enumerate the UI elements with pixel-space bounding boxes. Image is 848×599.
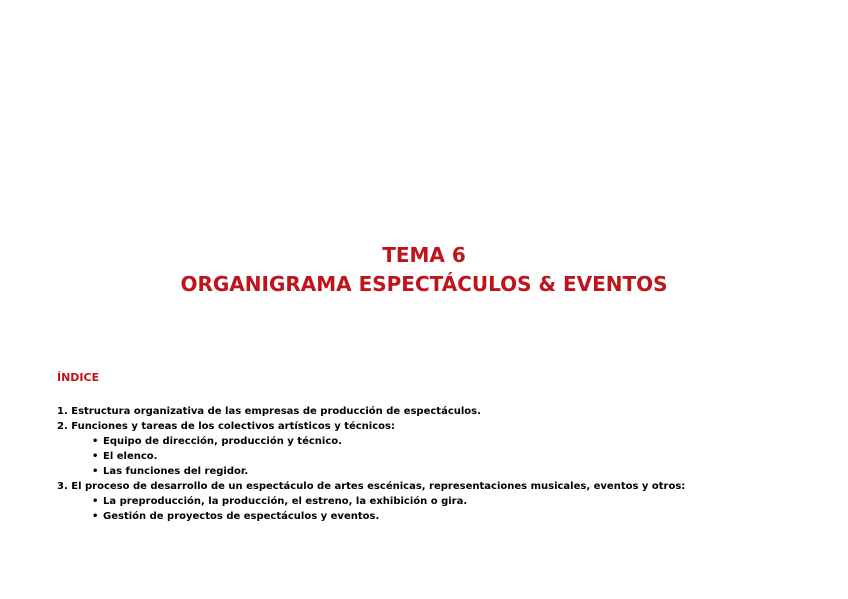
index-subitem-2-2 bbox=[57, 449, 817, 464]
index-item-3: 3. El proceso de desarrollo de un espectáculo de artes escénicas, representaciones musicales, eventos y otros: bbox=[57, 481, 686, 492]
index-list bbox=[57, 404, 817, 524]
bullet-icon: • bbox=[92, 511, 99, 522]
bullet-icon: • bbox=[92, 451, 99, 462]
bullet-icon: • bbox=[92, 496, 99, 507]
document-title bbox=[0, 241, 848, 299]
index-heading: ÍNDICE bbox=[57, 371, 100, 384]
subitem-text: Gestión de proyectos de espectáculos y eventos. bbox=[103, 511, 380, 522]
table-of-contents bbox=[57, 370, 817, 524]
bullet-icon: • bbox=[92, 436, 99, 447]
bullet-icon: • bbox=[92, 466, 99, 477]
index-subitem-3-2 bbox=[57, 509, 817, 524]
title-topic-name: ORGANIGRAMA ESPECTÁCULOS & EVENTOS bbox=[180, 272, 668, 296]
subitem-text: El elenco. bbox=[103, 451, 158, 462]
index-item-2: 2. Funciones y tareas de los colectivos artísticos y técnicos: bbox=[57, 421, 395, 432]
index-subitem-3-1 bbox=[57, 494, 817, 509]
subitem-text: La preproducción, la producción, el estreno, la exhibición o gira. bbox=[103, 496, 468, 507]
index-subitem-2-1 bbox=[57, 434, 817, 449]
index-subitem-2-3 bbox=[57, 464, 817, 479]
subitem-text: Las funciones del regidor. bbox=[103, 466, 249, 477]
subitem-text: Equipo de dirección, producción y técnico. bbox=[103, 436, 342, 447]
title-topic-number: TEMA 6 bbox=[382, 243, 466, 267]
index-item-1: 1. Estructura organizativa de las empresas de producción de espectáculos. bbox=[57, 406, 481, 417]
